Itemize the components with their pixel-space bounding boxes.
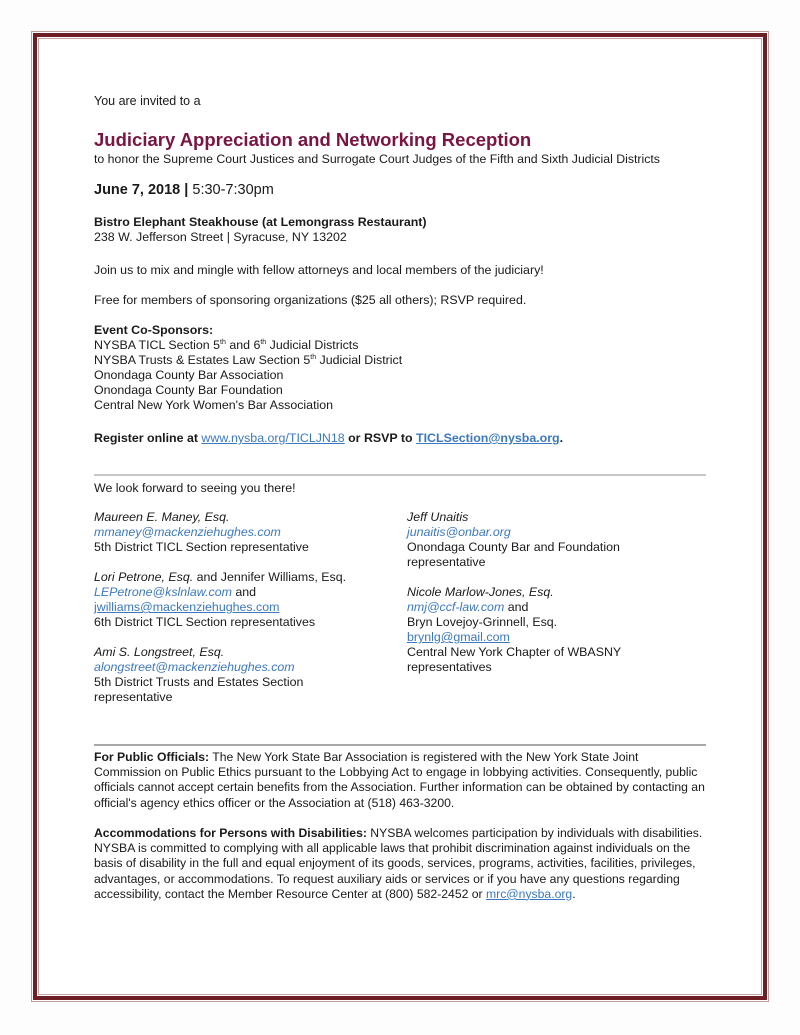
contact-role: 5th District Trusts and Estates Section [94, 675, 304, 689]
fee-text: Free for members of sponsoring organizations ($25 all others); RSVP required. [94, 293, 527, 307]
contact-role: Central New York Chapter of WBASNY [407, 645, 622, 659]
sponsor-text: NYSBA Trusts & Estates Law Section 5 [94, 353, 311, 367]
contact-email-link[interactable]: LEPetrone@kslnlaw.com [94, 585, 232, 599]
sponsor-item [94, 338, 402, 353]
event-title: Judiciary Appreciation and Networking Reception [94, 129, 532, 150]
accommodations-notice [94, 826, 706, 902]
notice-text: NYSBA welcomes participation by individuals with disabilities. NYSBA is committed to complying with all applicable laws that prohibit discrimination against individuals on the basis of disability in the full and equal enjoyment of its goods, services, programs, activities, facilities, privileges, advantages, or accommodations. To request auxiliary aids or services or if you have any questions regarding accessibility, contact the Member Resource Center at (800) 582-2452 or [94, 826, 703, 901]
register-line [94, 431, 563, 446]
join-text: Join us to mix and mingle with fellow attorneys and local members of the judiciary! [94, 263, 544, 277]
venue-name: Bistro Elephant Steakhouse (at Lemongrass Restaurant) [94, 215, 427, 229]
contact-email-link[interactable]: alongstreet@mackenziehughes.com [94, 660, 295, 674]
event-subtitle: to honor the Supreme Court Justices and Surrogate Court Judges of the Fifth and Sixth Judicial Districts [94, 152, 660, 166]
contact-email-link-2[interactable]: jwilliams@mackenziehughes.com [94, 600, 280, 614]
contact-block [94, 570, 346, 630]
event-date: June 7, 2018 [94, 182, 181, 198]
contact-name: Lori Petrone, Esq. [94, 570, 194, 584]
contact-name: Jeff Unaitis [407, 510, 469, 524]
email-join: and [231, 585, 257, 599]
mrc-email-link[interactable]: mrc@nysba.org [486, 886, 573, 901]
rsvp-email-link[interactable]: TICLSection@nysba.org [416, 431, 560, 445]
contacts-left-column [94, 510, 346, 720]
contact-block [407, 510, 621, 570]
venue-address: 238 W. Jefferson Street | Syracuse, NY 13202 [94, 230, 347, 244]
register-suffix: . [559, 431, 564, 445]
sponsors-heading: Event Co-Sponsors: [94, 323, 214, 337]
event-date-time [94, 181, 274, 199]
sponsor-text: Judicial Districts [266, 338, 359, 352]
contact-role-cont: representative [94, 690, 173, 704]
sponsor-text: Judicial District [316, 353, 403, 367]
contact-email-link[interactable]: junaitis@onbar.org [407, 525, 511, 539]
divider [94, 474, 706, 476]
divider [94, 744, 706, 746]
ordinal-suffix: th [260, 339, 267, 346]
contact-email-link-2[interactable]: brynlg@gmail.com [407, 630, 510, 644]
registration-url-link[interactable]: www.nysba.org/TICLJN18 [201, 431, 345, 445]
contact-name-2: Bryn Lovejoy-Grinnell, Esq. [407, 615, 558, 629]
contact-role: 6th District TICL Section representatives [94, 615, 316, 629]
contacts-right-column [407, 510, 621, 690]
sponsors-list [94, 323, 402, 413]
contact-role: 5th District TICL Section representative [94, 540, 309, 554]
ordinal-suffix: th [220, 339, 226, 346]
event-time: 5:30-7:30pm [192, 182, 274, 198]
contact-role-cont: representative [407, 555, 486, 569]
contact-name: Nicole Marlow-Jones, Esq. [407, 585, 554, 599]
sponsor-text: NYSBA TICL Section 5 [94, 338, 221, 352]
ordinal-suffix: th [310, 354, 317, 361]
contact-role: Onondaga County Bar and Foundation [407, 540, 620, 554]
notice-label: Accommodations for Persons with Disabilities: [94, 826, 367, 840]
intro-text: You are invited to a [94, 94, 201, 108]
sponsor-item [94, 353, 402, 368]
date-separator: | [180, 182, 193, 198]
contact-email-link[interactable]: mmaney@mackenziehughes.com [94, 525, 281, 539]
sponsor-text: and 6 [225, 338, 261, 352]
contact-name: Ami S. Longstreet, Esq. [94, 645, 225, 659]
notice-label: For Public Officials: [94, 750, 210, 764]
sponsor-item: Onondaga County Bar Association [94, 368, 284, 382]
contact-name: Maureen E. Maney, Esq. [94, 510, 230, 524]
contact-block [94, 510, 346, 555]
closing-text: We look forward to seeing you there! [94, 481, 296, 495]
sponsor-item: Central New York Women's Bar Association [94, 398, 334, 412]
contact-role-cont: representatives [407, 660, 492, 674]
register-middle: or RSVP to [344, 431, 417, 445]
email-join: and [504, 600, 529, 614]
contact-block [94, 645, 346, 705]
register-prefix: Register online at [94, 431, 202, 445]
sponsor-item: Onondaga County Bar Foundation [94, 383, 283, 397]
contact-email-link[interactable]: nmj@ccf-law.com [407, 600, 505, 614]
notice-suffix: . [572, 886, 576, 901]
contact-name-2: and Jennifer Williams, Esq. [193, 570, 347, 584]
contact-block [407, 585, 621, 675]
public-officials-notice [94, 750, 706, 811]
notice-text: The New York State Bar Association is registered with the New York State Joint Commission on Public Ethics pursuant to the Lobbying Act to engage in lobbying activities. Consequently, public officials cannot accept certain benefits from the Association. Further information can be obtained by contacting an official's agency ethics officer or the Association at (518) 463-3200. [94, 750, 705, 810]
